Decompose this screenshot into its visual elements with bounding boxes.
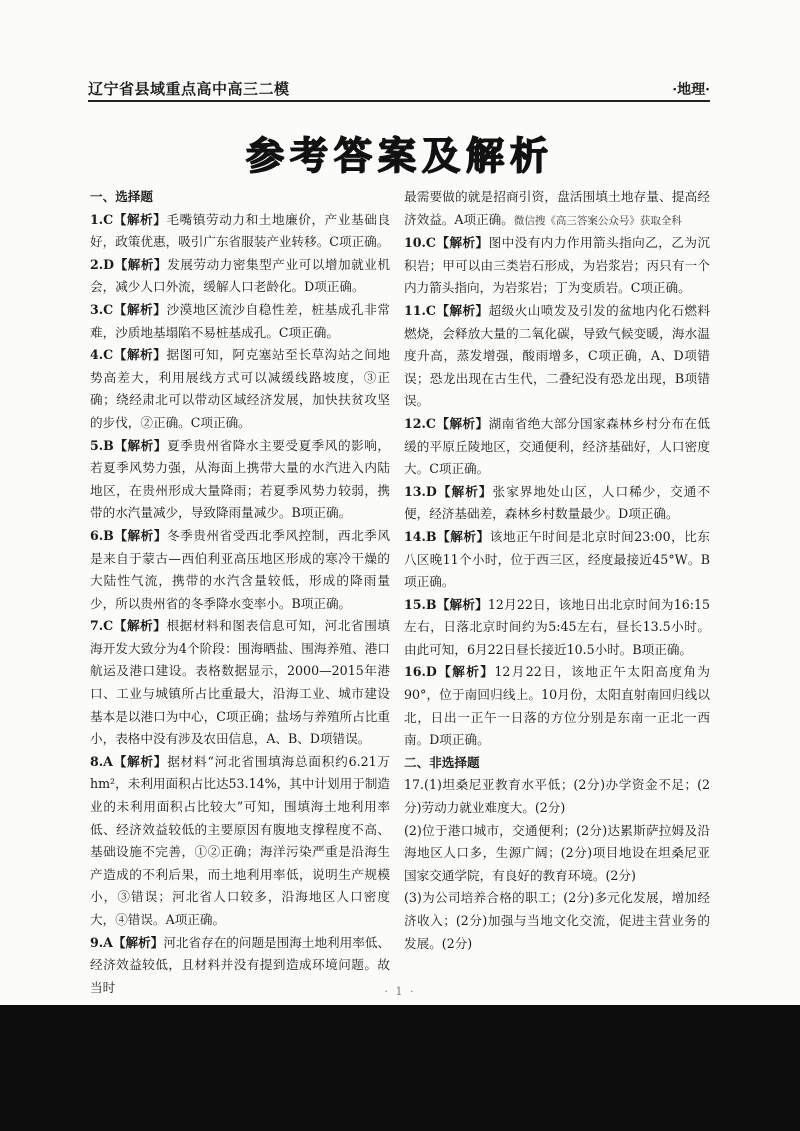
answer-number: 5.B — [90, 437, 114, 453]
analysis-text: 该地正午时间是北京时间23:00，比东八区晚11个小时，位于西三区，经度最接近45°W。B项正确。 — [404, 528, 711, 590]
analysis-text: 张家界地处山区，人口稀少，交通不便，经济基础差，森林乡村数量最少。D项正确。 — [404, 483, 711, 522]
analysis-text: 沙漠地区流沙自稳性差，桩基成孔非常难，沙质地基塌陷不易桩基成孔。C项正确。 — [90, 301, 391, 340]
answer-number: 8.A — [90, 753, 113, 769]
answer-item — [90, 254, 390, 299]
answer-item — [90, 344, 390, 434]
analysis-text: 据图可知，阿克塞站至长草沟站之间地势高差大，利用展线方式可以减缓线路坡度，③正确；绕经肃北可以带动区域经济发展，加快扶贫攻坚的步伐，②正确。C项正确。 — [90, 347, 391, 430]
analysis-text: 12月22日，该地正午太阳高度角为90°，位于南回归线上。10月份，太阳直射南回归线以北，日出一正午一日落的方位分别是东南一正北一西南。D项正确。 — [404, 664, 710, 748]
q17-part: (3)为公司培养合格的职工；(2分)多元化发展，增加经济收入；(2分)加强与当地文化交流，促进主营业务的发展。(2分) — [404, 890, 710, 951]
analysis-text: 河北省存在的问题是围海土地利用率低、经济效益较低，且材料并没有提到造成环境问题。故当时 — [90, 934, 391, 995]
answer-number: 16.D — [404, 664, 437, 680]
exam-name: 辽宁省县域重点高中高三二模 — [88, 80, 290, 98]
left-column — [90, 186, 390, 999]
analysis-tag: 【解析】 — [436, 483, 493, 499]
analysis-tag: 【解析】 — [113, 347, 167, 363]
q17-part: 17.(1)坦桑尼亚教育水平低；(2分)办学资金不足；(2分)劳动力就业难度大。(2分) — [404, 777, 710, 816]
analysis-tag: 【解析】 — [435, 415, 489, 431]
analysis-text: 湖南省绝大部分国家森林乡村分布在低缓的平原丘陵地区，交通便利，经济基础好，人口密度大。C项正确。 — [404, 415, 711, 477]
answer-item — [404, 594, 710, 662]
answer-number: 2.D — [90, 256, 115, 272]
page-number: · 1 · — [384, 985, 416, 998]
analysis-text: 12月22日，该地日出北京时间为16:15左右，日落北京时间约为5:45左右，昼长13.5小时。由此可知，6月22日昼长接近10.5小时。B项正确。 — [404, 596, 711, 657]
analysis-text: 图中没有内力作用箭头指向乙，乙为沉积岩；甲可以由三类岩石形成，为岩浆岩；丙只有一个内力箭头指向，为岩浆岩；丁为变质岩。C项正确。 — [404, 235, 711, 296]
answer-number: 12.C — [404, 415, 436, 431]
analysis-tag: 【解析】 — [436, 596, 488, 612]
analysis-tag: 【解析】 — [114, 256, 168, 272]
analysis-text: 夏季贵州省降水主要受夏季风的影响，若夏季风势力强，从海面上携带大量的水汽进入内陆地区，在贵州形成大量降雨；若夏季风势力较弱，携带的水汽量减少，导致降雨量减少。B项正确。 — [90, 437, 391, 521]
section-heading-choice: 一、选择题 — [90, 189, 153, 204]
q17-part: (2)位于港口城市，交通便利；(2分)达累斯萨拉姆及沿海地区人口多，生源广阔；(2分)项目地设在坦桑尼亚国家交通学院，有良好的教育环境。(2分) — [404, 822, 710, 883]
answer-item — [404, 300, 710, 413]
answer-number: 15.B — [404, 596, 437, 612]
answer-number: 3.C — [90, 301, 114, 317]
answer-item — [404, 661, 710, 751]
analysis-tag: 【解析】 — [436, 528, 490, 544]
analysis-tag: 【解析】 — [112, 934, 164, 950]
analysis-text: 超级火山喷发及引发的盆地内化石燃料燃烧，会释放大量的二氧化碳，导致气候变暖，海水温度升高，蒸发增强，酸雨增多，C项正确，A、D项错误；恐龙出现在古生代，二叠纪没有恐龙出现，B项错误。 — [404, 302, 711, 409]
answer-item — [90, 525, 390, 615]
watermark-note: 微信搜《高三答案公众号》获取全科 — [513, 214, 682, 227]
answer-number: 9.A — [90, 934, 113, 950]
continued-answer-9: 最需要做的就是招商引资，盘活围填土地存量、提高经济效益。A项正确。微信搜《高三答案公众号》获取全科 — [404, 189, 710, 227]
answer-number: 7.C — [90, 618, 114, 634]
page-header — [88, 78, 710, 102]
analysis-text: 据材料“河北省围填海总面积约6.21万hm²，未利用面积占比达53.14%，其中计划用于制造业的未利用面积占比较大”可知，围填海土地利用率低、经济效益较低的主要原因有腹地支撑程度不高、基础设施不完善，①②正确；海洋污染严重是沿海生产造成的不利后果，而土地利用率低，说明生产规模小，③错误；河北省人口较多，沿海地区人口密度大，④错误。A项正确。 — [90, 753, 391, 927]
analysis-tag: 【解析】 — [436, 664, 495, 680]
analysis-text: 毛嘴镇劳动力和土地廉价，产业基础良好，政策优惠，吸引广东省服装产业转移。C项正确。 — [90, 211, 391, 250]
answer-item — [404, 413, 710, 481]
answer-item — [404, 232, 710, 300]
analysis-tag: 【解析】 — [113, 301, 167, 317]
analysis-tag: 【解析】 — [113, 211, 167, 227]
analysis-tag: 【解析】 — [113, 437, 167, 453]
analysis-text: 冬季贵州省受西北季风控制，西北季风是来自于蒙古—西伯利亚高压地区形成的寒冷干燥的大陆性气流，携带的水汽含量较低，形成的降雨量少，所以贵州省的冬季降水变率小。B项正确。 — [90, 527, 391, 611]
answer-number: 4.C — [90, 347, 114, 363]
answer-item — [404, 481, 710, 526]
subject-label: ·地理· — [672, 82, 710, 98]
analysis-tag: 【解析】 — [435, 235, 489, 251]
analysis-text: 根据材料和图表信息可知，河北省围填海开发大致分为4个阶段：围海晒盐、围海养殖、港口航运及港口建设。表格数据显示，2000—2015年港口、工业与城镇所占比重最大，沿海工业、城市建设基本是以港口为中心，C项正确；盐场与养殖所占比重小，表格中没有涉及农田信息，A、B、D项错误。 — [90, 618, 391, 747]
answer-number: 11.C — [404, 302, 436, 318]
section-heading-nonchoice: 二、非选择题 — [404, 754, 480, 770]
analysis-tag: 【解析】 — [113, 618, 167, 634]
analysis-text: 发展劳动力密集型产业可以增加就业机会，减少人口外流，缓解人口老龄化。D项正确。 — [90, 256, 391, 295]
answer-item — [404, 526, 710, 594]
answer-number: 6.B — [90, 527, 114, 543]
answer-number: 10.C — [404, 235, 436, 251]
analysis-tag: 【解析】 — [113, 527, 167, 543]
answer-item — [90, 209, 390, 254]
answer-item — [90, 435, 390, 525]
answer-number: 1.C — [90, 211, 114, 227]
answer-number: 13.D — [404, 483, 437, 499]
answer-item — [90, 751, 390, 932]
analysis-tag: 【解析】 — [435, 302, 489, 318]
analysis-tag: 【解析】 — [112, 753, 168, 769]
answer-number: 14.B — [404, 528, 437, 544]
answer-item — [90, 299, 390, 344]
right-column — [404, 186, 710, 955]
document-title: 参考答案及解析 — [245, 134, 554, 178]
answer-item — [90, 615, 390, 751]
